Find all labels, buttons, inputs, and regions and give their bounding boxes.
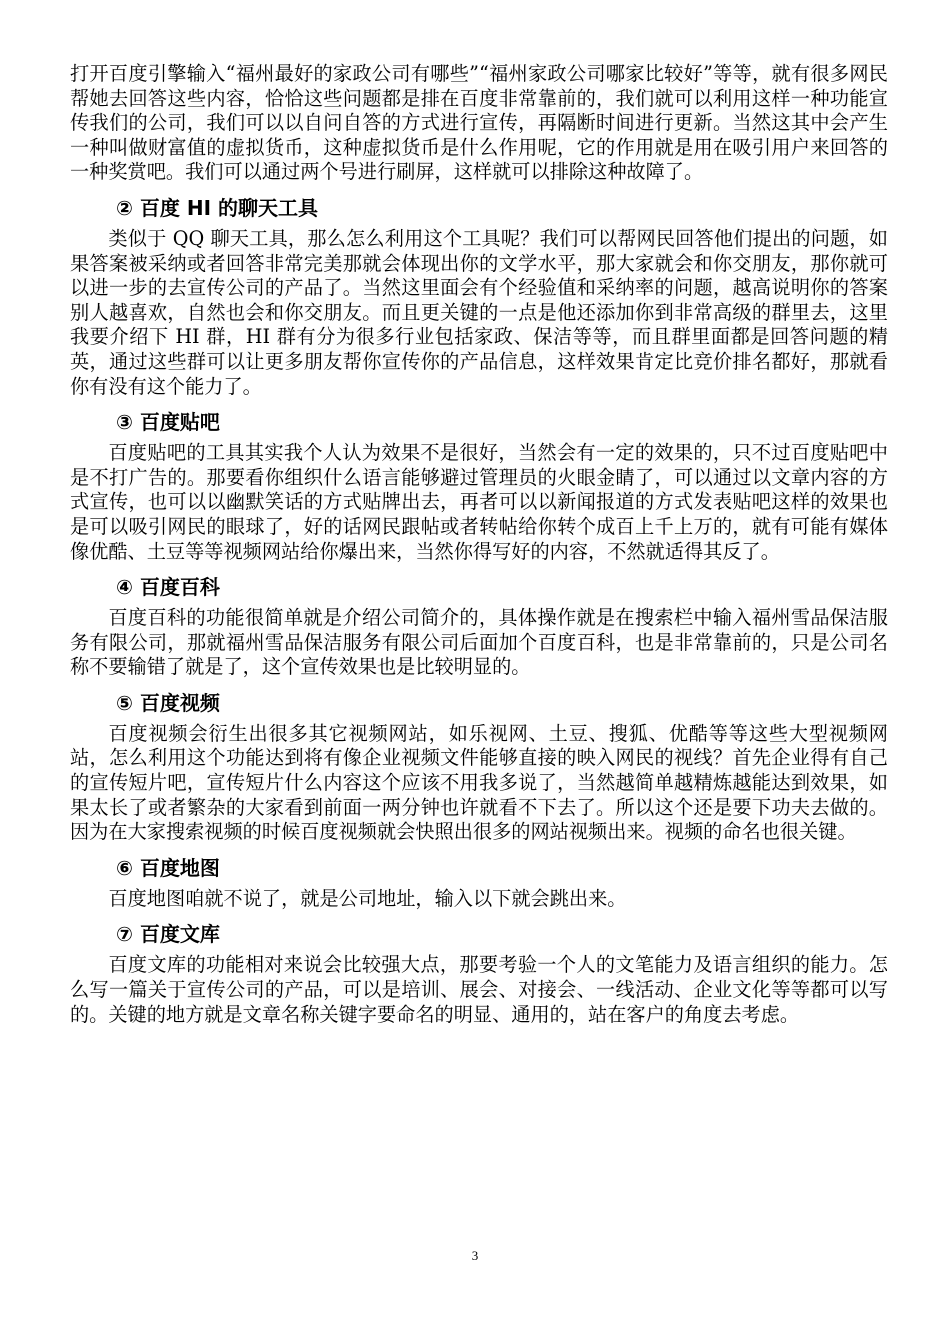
section-heading-baidu-baike: ④ 百度百科 xyxy=(116,575,220,600)
section-body-baidu-map: 百度地图咱就不说了，就是公司地址，输入以下就会跳出来。 xyxy=(108,886,627,910)
document-page xyxy=(70,62,888,1027)
section-body-baidu-wenku: 百度文库的功能相对来说会比较强大点，那要考验一个人的文笔能力及语言组织的能力。怎么写一篇关于宣传公司的产品，可以是培训、展会、对接会、一线活动、企业文化等等都可以写的。关键的地方就是文章名称关键字要命名的明显、通用的，站在客户的角度去考虑。 xyxy=(70,953,888,1026)
section-heading-baidu-video: ⑤ 百度视频 xyxy=(116,690,220,715)
section-body-baidu-video: 百度视频会衍生出很多其它视频网站，如乐视网、土豆、搜狐、优酷等等这些大型视频网站，怎么利用这个功能达到将有像企业视频文件能够直接的映入网民的视线？首先企业得有自己的宣传短片吧，宣传短片什么内容这个应该不用我多说了，当然越简单越精炼越能达到效果，如果太长了或者繁杂的大家看到前面一两分钟也许就看不下去了。所以这个还是要下功夫去做的。因为在大家搜索视频的时候百度视频就会快照出很多的网站视频出来。视频的命名也很关键。 xyxy=(70,721,888,844)
section-baidu-video xyxy=(70,690,888,845)
section-baidu-baike xyxy=(70,574,888,680)
section-body-baidu-hi: 类似于 QQ 聊天工具，那么怎么利用这个工具呢？我们可以帮网民回答他们提出的问题，如果答案被采纳或者回答非常完美那就会体现出你的文学水平，那大家就会和你交朋友，那你就可以进一步的去宣传公司的产品了。当然这里面会有个经验值和采纳率的问题，越高说明你的答案别人越喜欢，自然也会和你交朋友。而且更关键的一点是他还添加你到非常高级的群里去，这里我要介绍下 HI 群，HI 群有分为很多行业包括家政、保洁等等，而且群里面都是回答问题的精英，通过这些群可以让更多朋友帮你宣传你的产品信息，这样效果肯定比竞价排名都好，那就看你有没有这个能力了。 xyxy=(70,226,888,398)
section-baidu-wenku xyxy=(70,921,888,1027)
section-heading-baidu-wenku: ⑦ 百度文库 xyxy=(116,922,220,947)
section-body-baidu-baike: 百度百科的功能很简单就是介绍公司简介的，具体操作就是在搜索栏中输入福州雪品保洁服务有限公司，那就福州雪品保洁服务有限公司后面加个百度百科，也是非常靠前的，只是公司名称不要输错了就是了，这个宣传效果也是比较明显的。 xyxy=(70,606,888,679)
section-body-baidu-tieba: 百度贴吧的工具其实我个人认为效果不是很好，当然会有一定的效果的，只不过百度贴吧中是不打广告的。那要看你组织什么语言能够避过管理员的火眼金睛了，可以通过以文章内容的方式宣传，也可以以幽默笑话的方式贴牌出去，再者可以以新闻报道的方式发表贴吧这样的效果也是可以吸引网民的眼球了，好的话网民跟帖或者转帖给你转个成百上千上万的，就有可能有媒体像优酷、土豆等等视频网站给你爆出来，当然你得写好的内容，不然就适得其反了。 xyxy=(70,441,888,563)
section-baidu-tieba xyxy=(70,409,888,564)
section-baidu-map xyxy=(70,855,888,912)
intro-paragraph: 打开百度引擎输入“福州最好的家政公司有哪些”“福州家政公司哪家比较好”等等，就有很多网民帮她去回答这些内容，恰恰这些问题都是排在百度非常靠前的，我们就可以利用这样一种功能宣传我们的公司，我们可以以自问自答的方式进行宣传，再隔断时间进行更新。当然这其中会产生一种叫做财富值的虚拟货币，这种虚拟货币是什么作用呢，它的作用就是用在吸引用户来回答的一种奖赏吧。我们可以通过两个号进行刷屏，这样就可以排除这种故障了。 xyxy=(70,62,888,184)
page-number: 3 xyxy=(471,1248,479,1263)
section-baidu-hi xyxy=(70,195,888,399)
section-heading-baidu-hi: ② 百度 HI 的聊天工具 xyxy=(116,195,319,220)
section-heading-baidu-tieba: ③ 百度贴吧 xyxy=(116,410,220,435)
section-heading-baidu-map: ⑥ 百度地图 xyxy=(116,855,220,880)
